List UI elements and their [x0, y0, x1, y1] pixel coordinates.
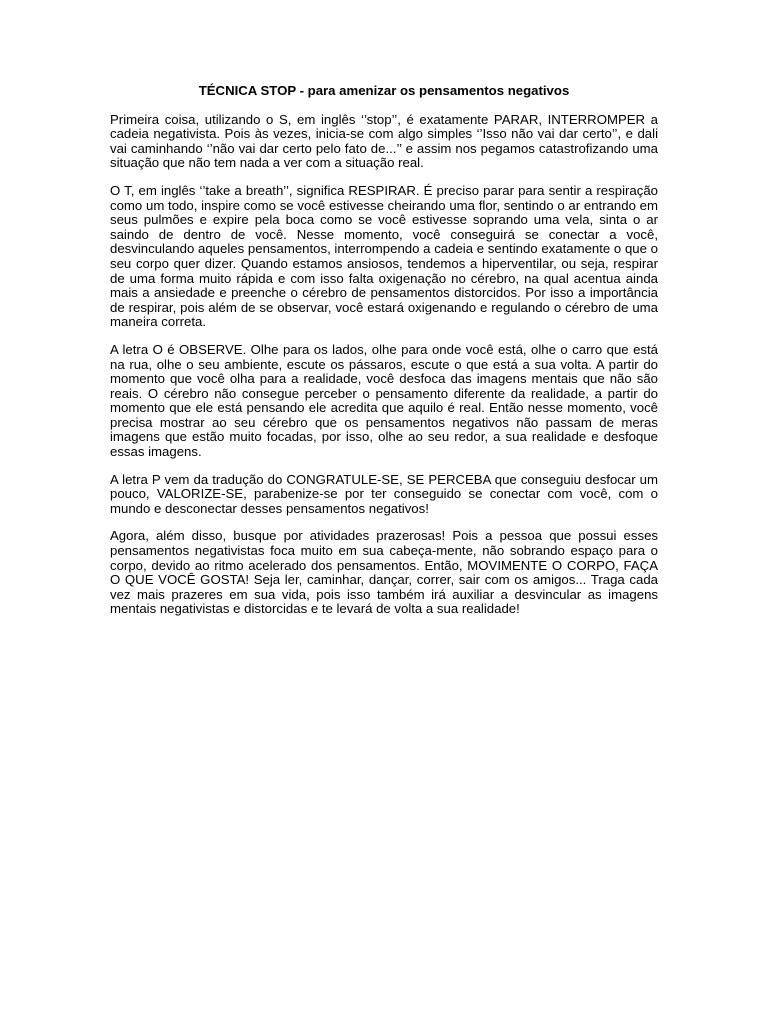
- document-page: [110, 84, 658, 630]
- document-title: TÉCNICA STOP - para amenizar os pensamentos negativos: [198, 83, 570, 98]
- paragraph-stop-p: A letra P vem da tradução do CONGRATULE-SE, SE PERCEBA que conseguiu desfocar um pouco, VALORIZE-SE, parabenize-se por ter conseguido se conectar com você, com o mundo e desconectar desses pensamentos negativos!: [110, 471, 658, 516]
- paragraph-stop-o: A letra O é OBSERVE. Olhe para os lados, olhe para onde você está, olhe o carro que está na rua, olhe o seu ambiente, escute os pássaros, escute o que está a sua volta. A partir do momento que você olha para a realidade, você desfoca das imagens mentais que não são reais. O cérebro não consegue perceber o pensamento diferente da realidade, a partir do momento que ele está pensando ele acredita que aquilo é real. Então nesse momento, você precisa mostrar ao seu cérebro que os pensamentos negativos não passam de meras imagens que estão muito focadas, por isso, olhe ao seu redor, a sua realidade e desfoque essas imagens.: [110, 341, 658, 460]
- paragraph-stop-t: O T, em inglês ‘’take a breath’’, significa RESPIRAR. É preciso parar para sentir a respiração como um todo, inspire como se você estivesse cheirando uma flor, sentindo o ar entrando em seus pulmões e expire pela boca como se você estivesse soprando uma vela, sinta o ar saindo de dentro de você. Nesse momento, você conseguirá se conectar a você, desvinculando aqueles pensamentos, interrompendo a cadeia e sentindo exatamente o que o seu corpo quer dizer. Quando estamos ansiosos, tendemos a hiperventilar, ou seja, respirar de uma forma muito rápida e com isso falta oxigenação no cérebro, na qual acentua ainda mais a ansiedade e preenche o cérebro de pensamentos distorcidos. Por isso a importância de respirar, pois além de se observar, você estará oxigenando e regulando o cérebro de uma maneira correta.: [110, 182, 658, 330]
- paragraph-activities: Agora, além disso, busque por atividades prazerosas! Pois a pessoa que possui esses pensamentos negativistas foca muito em sua cabeça-mente, não sobrando espaço para o corpo, devido ao ritmo acelerado dos pensamentos. Então, MOVIMENTE O CORPO, FAÇA O QUE VOCÊ GOSTA! Seja ler, caminhar, dançar, correr, sair com os amigos... Traga cada vez mais prazeres em sua vida, pois isso também irá auxiliar a desvincular as imagens mentais negativistas e distorcidas e te levará de volta a sua realidade!: [110, 528, 658, 617]
- paragraph-stop-s: Primeira coisa, utilizando o S, em inglês ‘’stop’’, é exatamente PARAR, INTERROMPER a cadeia negativista. Pois às vezes, inicia-se com algo simples ‘’Isso não vai dar certo’’, e dali vai caminhando ‘’não vai dar certo pelo fato de...’’ e assim nos pegamos catastrofizando uma situação que não tem nada a ver com a situação real.: [110, 111, 658, 171]
